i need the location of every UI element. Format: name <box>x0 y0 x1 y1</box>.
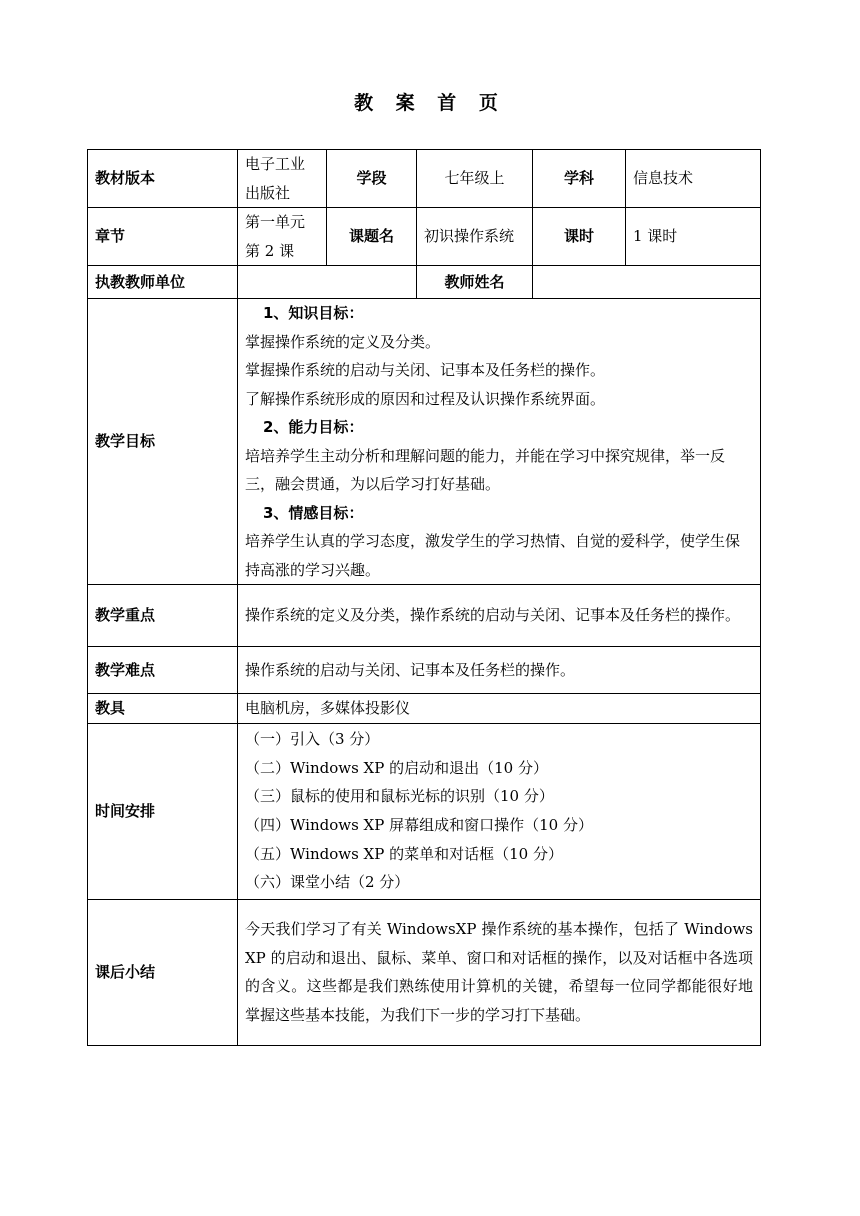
topic-label: 课题名 <box>327 208 417 266</box>
summary-label: 课后小结 <box>88 899 238 1045</box>
objectives-label: 教学目标 <box>88 299 238 585</box>
tools-label: 教具 <box>88 694 238 724</box>
schedule-item: （二）Windows XP 的启动和退出（10 分） <box>245 758 548 777</box>
emotion-text: 培养学生认真的学习态度，激发学生的学习热情、自觉的爱科学，使学生保持高涨的学习兴趣。 <box>245 532 741 579</box>
table-row <box>88 899 761 1045</box>
schedule-item: （四）Windows XP 屏幕组成和窗口操作（10 分） <box>245 816 593 834</box>
subject-value: 信息技术 <box>626 150 761 208</box>
table-row <box>88 585 761 647</box>
table-row <box>88 150 761 208</box>
chapter-value: 第一单元第 2 课 <box>238 208 327 266</box>
topic-value: 初识操作系统 <box>417 208 533 266</box>
schedule-item: （五）Windows XP 的菜单和对话框（10 分） <box>245 844 563 863</box>
page-title: 教 案 首 页 <box>354 92 506 114</box>
schedule-item: （三）鼠标的使用和鼠标光标的识别（10 分） <box>245 787 554 806</box>
knowledge-line: 掌握操作系统的启动与关闭、记事本及任务栏的操作。 <box>245 361 606 379</box>
difficulties-label: 教学难点 <box>88 647 238 694</box>
table-row <box>88 694 761 724</box>
edition-label: 教材版本 <box>88 150 238 208</box>
lesson-plan-table <box>87 149 761 1046</box>
knowledge-line: 了解操作系统形成的原因和过程及认识操作系统界面。 <box>245 389 606 408</box>
table-row <box>88 299 761 585</box>
key-points-text: 操作系统的定义及分类，操作系统的启动与关闭、记事本及任务栏的操作。 <box>238 585 761 647</box>
schedule-label: 时间安排 <box>88 723 238 899</box>
summary-text: 今天我们学习了有关 WindowsXP 操作系统的基本操作，包括了 Windows XP 的启动和退出、鼠标、菜单、窗口和对话框的操作，以及对话框中各选项的含义。这些都是我们熟练使用计算机的关键，希望每一位同学都能很好地掌握这些基本技能，为我们下一步的学习打下基础。 <box>238 899 761 1045</box>
chapter-label: 章节 <box>88 208 238 266</box>
subject-label: 学科 <box>533 150 626 208</box>
teacher-unit-label: 执教教师单位 <box>88 266 238 299</box>
knowledge-line: 掌握操作系统的定义及分类。 <box>245 332 441 351</box>
table-row <box>88 266 761 299</box>
schedule-content <box>238 723 761 899</box>
ability-heading: 2、能力目标： <box>263 418 364 436</box>
objectives-content <box>238 299 761 585</box>
table-row <box>88 208 761 266</box>
teacher-name-label: 教师姓名 <box>417 266 533 299</box>
difficulties-text: 操作系统的启动与关闭、记事本及任务栏的操作。 <box>238 647 761 694</box>
stage-value: 七年级上 <box>417 150 533 208</box>
table-row <box>88 723 761 899</box>
key-points-label: 教学重点 <box>88 585 238 647</box>
tools-text: 电脑机房，多媒体投影仪 <box>238 694 761 724</box>
schedule-item: （一）引入（3 分） <box>245 729 380 748</box>
hours-value: 1 课时 <box>626 208 761 266</box>
hours-label: 课时 <box>533 208 626 266</box>
stage-label: 学段 <box>327 150 417 208</box>
ability-text: 培培养学生主动分析和理解问题的能力，并能在学习中探究规律，举一反三，融会贯通，为以后学习打好基础。 <box>245 446 726 493</box>
schedule-item: （六）课堂小结（2 分） <box>245 873 410 892</box>
table-row <box>88 647 761 694</box>
emotion-heading: 3、情感目标： <box>263 503 364 522</box>
edition-value: 电子工业出版社 <box>238 150 327 208</box>
teacher-name-value <box>533 266 761 299</box>
knowledge-heading: 1、知识目标： <box>263 304 364 322</box>
teacher-unit-value <box>238 266 417 299</box>
